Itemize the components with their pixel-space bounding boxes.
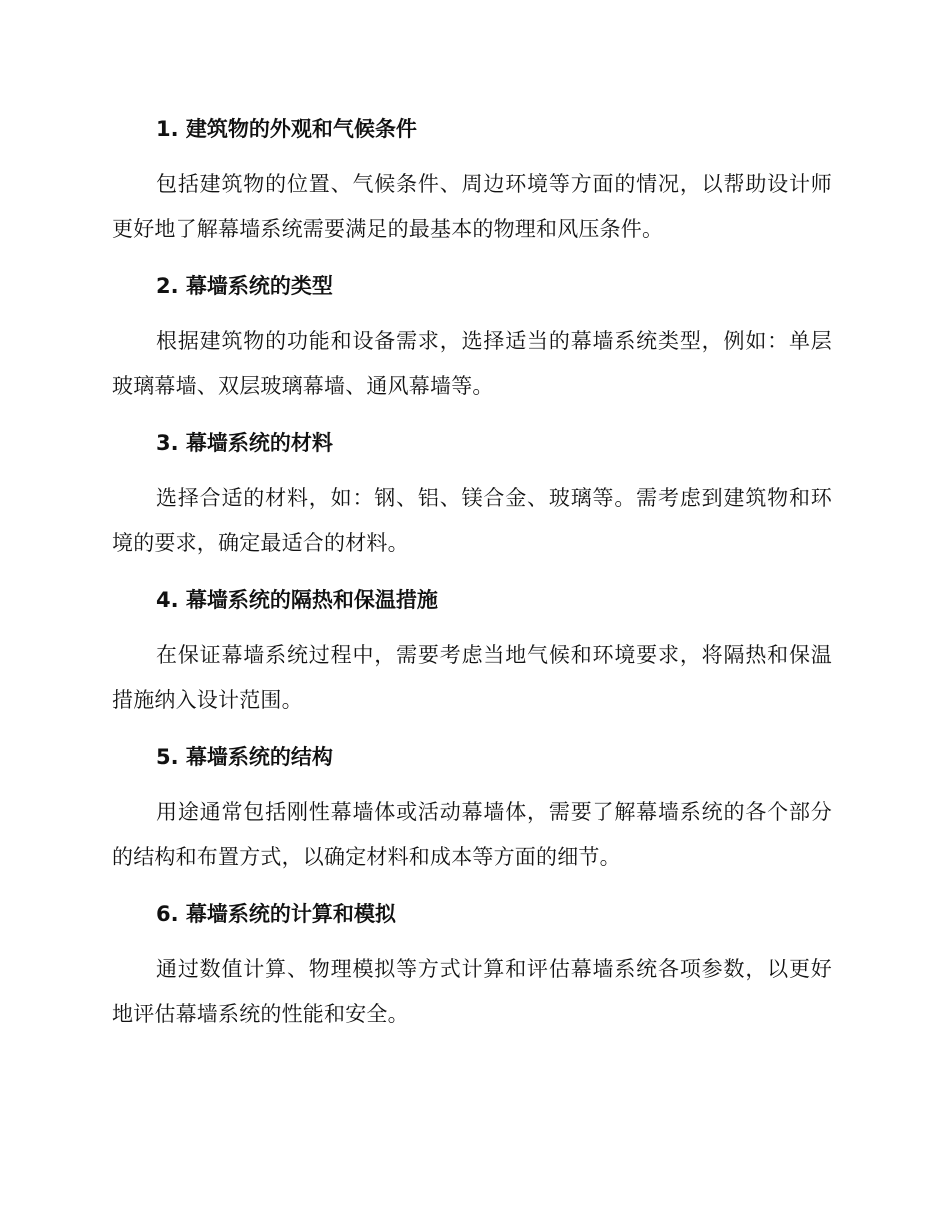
section-heading: 2. 幕墙系统的类型 (156, 274, 333, 298)
section-paragraph: 在保证幕墙系统过程中，需要考虑当地气候和环境要求，将隔热和保温措施纳入设计范围。 (112, 643, 832, 712)
section-paragraph: 包括建筑物的位置、气候条件、周边环境等方面的情况，以帮助设计师更好地了解幕墙系统需要满足的最基本的物理和风压条件。 (112, 172, 832, 241)
section-3 (112, 422, 832, 566)
section-6 (112, 893, 832, 1037)
section-heading: 6. 幕墙系统的计算和模拟 (156, 902, 396, 926)
section-paragraph: 选择合适的材料，如：钢、铝、镁合金、玻璃等。需考虑到建筑物和环境的要求，确定最适合的材料。 (112, 486, 832, 555)
section-paragraph: 根据建筑物的功能和设备需求，选择适当的幕墙系统类型，例如：单层玻璃幕墙、双层玻璃幕墙、通风幕墙等。 (112, 329, 832, 398)
section-heading: 3. 幕墙系统的材料 (156, 431, 333, 455)
section-2 (112, 265, 832, 409)
section-heading: 4. 幕墙系统的隔热和保温措施 (156, 588, 438, 612)
section-5 (112, 736, 832, 880)
section-1 (112, 108, 832, 252)
section-paragraph: 用途通常包括刚性幕墙体或活动幕墙体，需要了解幕墙系统的各个部分的结构和布置方式，以确定材料和成本等方面的细节。 (112, 800, 832, 869)
section-heading: 1. 建筑物的外观和气候条件 (156, 117, 417, 141)
section-4 (112, 579, 832, 723)
document-content (112, 108, 832, 1037)
section-heading: 5. 幕墙系统的结构 (156, 745, 333, 769)
section-paragraph: 通过数值计算、物理模拟等方式计算和评估幕墙系统各项参数，以更好地评估幕墙系统的性能和安全。 (112, 957, 832, 1026)
